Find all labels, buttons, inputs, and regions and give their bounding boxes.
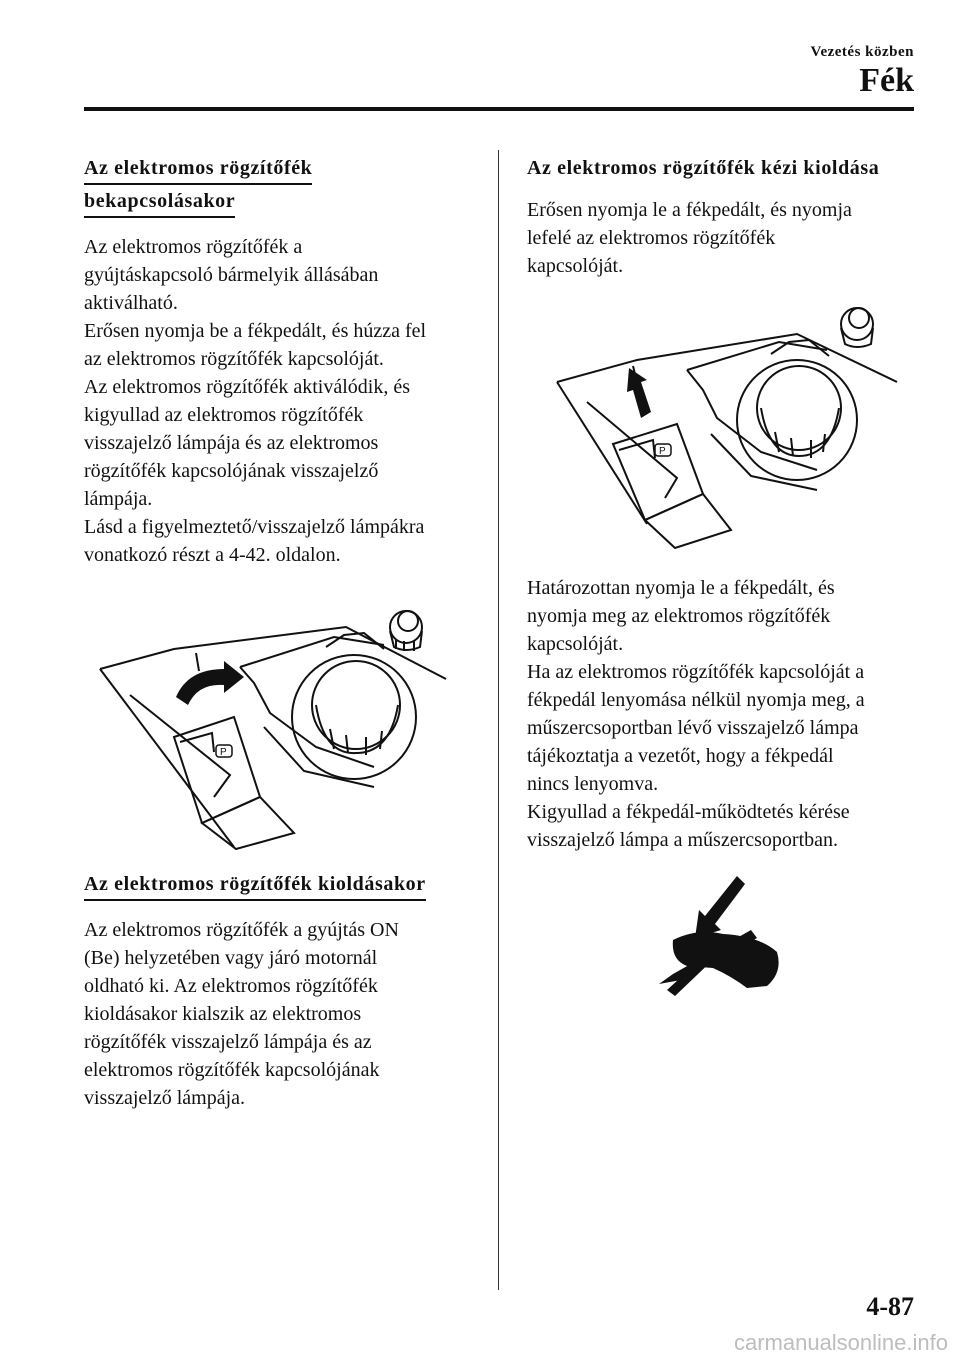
text-line: Lásd a figyelmeztető/visszajelző lámpákra [84,516,425,538]
page-number: 4-87 [866,1292,914,1321]
text-line: elektromos rögzítőfék kapcsolójának [84,1059,380,1081]
heading-manual-release: Az elektromos rögzítőfék kézi kioldása [527,157,880,179]
header-rule [84,107,914,111]
heading-activation-line1: Az elektromos rögzítőfék [84,155,312,185]
paragraph-activation [84,233,474,569]
text-line: Kigyullad a fékpedál-működtetés kérése [527,801,850,823]
text-line: nincs lenyomva. [527,773,659,795]
text-line: visszajelző lámpája. [84,1087,246,1109]
paragraph-manual-release-detail [527,574,917,854]
text-line: kapcsolóját. [527,255,624,277]
text-line: Az elektromos rögzítőfék aktiválódik, és [84,376,411,398]
heading-activation-line2: bekapcsolásakor [84,188,235,218]
text-line: kigyullad az elektromos rögzítőfék [84,404,364,426]
text-line: aktiválható. [84,292,178,314]
text-line: az elektromos rögzítőfék kapcsolóját. [84,348,384,370]
text-line: kapcsolóját. [527,633,624,655]
text-line: Határozottan nyomja le a fékpedált, és [527,577,835,599]
text-line: (Be) helyzetében vagy járó motornál [84,947,378,969]
text-line: vonatkozó részt a 4-42. oldalon. [84,544,341,566]
text-line: Ha az elektromos rögzítőfék kapcsolóját a [527,661,865,683]
text-line: műszercsoportban lévő visszajelző lámpa [527,717,859,739]
text-line: lefelé az elektromos rögzítőfék [527,227,776,249]
switch-p-label: P [220,747,227,758]
switch-p-label-2: P [659,446,666,457]
heading-release-text: Az elektromos rögzítőfék kioldásakor [84,871,426,901]
text-line: kioldásakor kialszik az elektromos [84,1003,362,1025]
text-line: rögzítőfék kapcsolójának visszajelző [84,460,379,482]
left-column [84,155,474,1112]
text-line: gyújtáskapcsoló bármelyik állásában [84,264,379,286]
text-line: visszajelző lámpa a műszercsoportban. [527,829,838,851]
text-line: Az elektromos rögzítőfék a [84,236,303,258]
paragraph-release [84,916,474,1112]
paragraph-manual-release [527,196,917,280]
heading-release [84,871,474,904]
watermark: carmanualsonline.info [733,1330,948,1355]
text-line: Erősen nyomja be a fékpedált, és húzza fel [84,320,427,342]
heading-activation [84,155,474,221]
figure-switch-press-down [527,294,917,564]
right-column [527,155,917,1006]
text-line: lámpája. [84,488,153,510]
text-line: rögzítőfék visszajelző lámpája és az [84,1031,372,1053]
page-title: Fék [859,62,914,99]
text-line: fékpedál lenyomása nélkül nyomja meg, a [527,689,865,711]
text-line: Erősen nyomja le a fékpedált, és nyomja [527,199,852,221]
text-line: Az elektromos rögzítőfék a gyújtás ON [84,919,399,941]
brake-pedal-request-warning-icon [527,876,917,1006]
text-line: visszajelző lámpája és az elektromos [84,432,379,454]
text-line: tájékoztatja a vezetőt, hogy a fékpedál [527,745,834,767]
page-header-section: Vezetés közben [810,44,914,60]
text-line: oldható ki. Az elektromos rögzítőfék [84,975,378,997]
column-divider [498,150,499,1290]
text-line: nyomja meg az elektromos rögzítőfék [527,605,831,627]
figure-switch-pull-up [84,587,474,857]
